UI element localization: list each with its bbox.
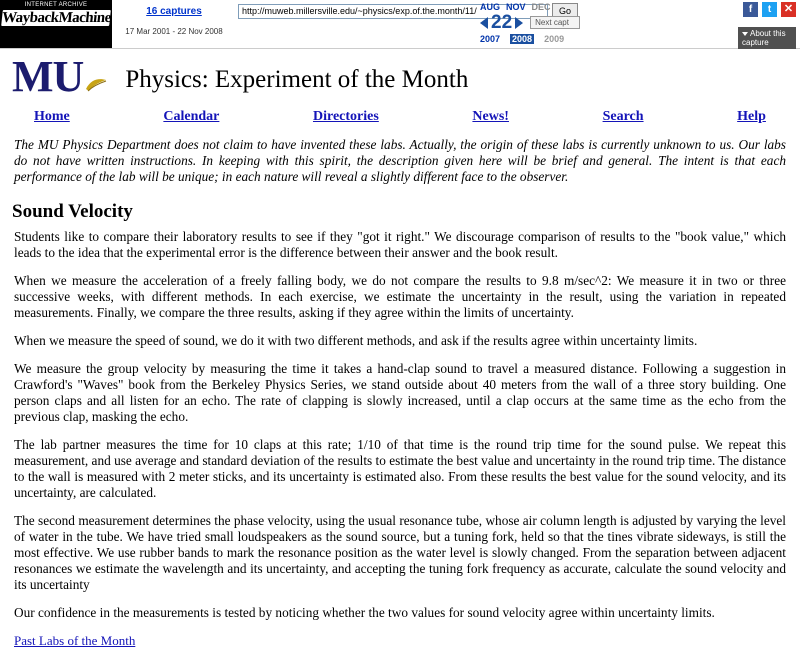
date-navigator — [480, 13, 680, 32]
about-this-capture-button[interactable] — [738, 27, 796, 49]
nav-item-calendar[interactable]: Calendar — [163, 109, 220, 124]
nav-item-search[interactable]: Search — [602, 109, 644, 124]
next-capture-arrow-icon[interactable] — [515, 17, 523, 29]
next-capture-button[interactable]: Next capt — [530, 16, 580, 29]
go-button[interactable]: Go — [552, 3, 578, 19]
facebook-icon[interactable]: f — [743, 2, 758, 17]
capture-day: 22 — [491, 12, 513, 33]
month-nov[interactable]: NOV — [506, 2, 526, 12]
marauder-swoosh-icon — [85, 57, 107, 73]
internet-archive-label: INTERNET ARCHIVE — [24, 2, 88, 8]
paragraph-5: The lab partner measures the time for 10 claps at this rate; 1/10 of that time is the round trip time for the sound pulse. We repeat this measurement, and use average and standard deviation of the results to estimate the best value and uncertainty in the round trip time. The distance to the wall is measured with 2 meter sticks, and its uncertainty is estimated also. From these results the best value for the sound velocity, and its uncertainty, are calculated. — [14, 437, 786, 500]
disclaimer-text: The MU Physics Department does not claim to have invented these labs. Actually, the origin of these labs is currently unknown to us. Our labs do not have written instructions. In keeping with this spirit, the description given here will be brief and general. The intent is that each performance of the lab will be unique; in each nature will reveal a slightly different face to the observer. — [14, 137, 786, 184]
month-aug[interactable]: AUG — [480, 2, 500, 12]
masthead — [10, 52, 790, 101]
paragraph-3: When we measure the speed of sound, we do it with two different methods, and ask if the results agree within uncertainty limits. — [14, 333, 698, 348]
paragraph-7: Our confidence in the measurements is tested by noticing whether the two values for sound velocity agree within uncertainty limits. — [14, 605, 715, 620]
page-title: Physics: Experiment of the Month — [125, 66, 469, 93]
past-labs-row — [14, 633, 786, 649]
paragraph-2: When we measure the acceleration of a freely falling body, we do not compare the results to 9.8 m/sec^2: We measure it in two or three successive weeks, with different methods. In each exercise, we estimate the uncertainty in the result, using the variation in repeated measurements. Finally, we compare the three results, asking if they agree within the limits of uncertainty. — [14, 273, 786, 320]
page-content — [0, 49, 800, 649]
past-labs-link[interactable]: Past Labs of the Month — [14, 633, 136, 648]
section-heading: Sound Velocity — [12, 201, 133, 222]
previous-capture-arrow-icon[interactable] — [480, 17, 488, 29]
mu-logo — [12, 52, 107, 101]
nav-item-help[interactable]: Help — [737, 109, 766, 124]
site-navigation — [10, 99, 790, 125]
wayback-logo-block[interactable] — [0, 0, 112, 48]
nav-item-directories[interactable]: Directories — [312, 109, 379, 124]
year-selector[interactable] — [480, 34, 680, 44]
wayback-timeline — [480, 0, 680, 48]
twitter-icon[interactable]: t — [762, 2, 777, 17]
chevron-down-icon — [742, 32, 748, 36]
nav-item-home[interactable]: Home — [34, 109, 70, 124]
year-2009[interactable]: 2009 — [544, 34, 565, 44]
wayback-machine-logo: WaybackMachine — [1, 10, 112, 26]
social-buttons — [743, 2, 796, 17]
year-2007[interactable]: 2007 — [480, 34, 501, 44]
month-dec[interactable]: DEC — [531, 2, 551, 12]
mu-logo-text: MU — [12, 52, 84, 101]
nav-item-news[interactable]: News! — [472, 109, 509, 124]
about-this-capture-label: About this capture — [742, 29, 786, 47]
close-icon[interactable]: ✕ — [781, 2, 796, 17]
captures-block — [112, 0, 232, 48]
paragraph-4: We measure the group velocity by measuring the time it takes a hand-clap sound to travel a measured distance. Following a suggestion in Crawford's "Waves" book from the Berkeley Physics Series, we stand outside about 40 meters from the wall of a three story building. One person claps and all listen for an echo. The rate of clapping is slowly increased, until a clap occurs at the same time as the echo from the previous clap, masking the echo. — [14, 361, 786, 424]
year-2008[interactable]: 2008 — [512, 34, 533, 44]
month-selector[interactable] — [480, 0, 680, 12]
captures-count-link[interactable]: 16 captures — [146, 6, 202, 17]
paragraph-1: Students like to compare their laboratory results to see if they "got it right." We discourage comparison of results to the "book value," which leads to the idea that the experimental error is the difference between their answer and the book result. — [14, 229, 786, 260]
paragraph-6: The second measurement determines the phase velocity, using the usual resonance tube, whose air column length is adjusted by varying the level of water in the tube. We have tried small loudspeakers as the sound source, but a tuning fork, held so that the tines vibrate sideways, is still the most effective. We use rubber bands to mark the resonance position as the water level is slowly changed. From the separation between adjacent resonances we estimate the wavelength and its uncertainty, and accepting the tuning fork frequency as accurate, calculate the sound velocity and its uncertainty — [14, 513, 786, 592]
capture-date-range: 17 Mar 2001 - 22 Nov 2008 — [125, 27, 223, 36]
wayback-toolbar — [0, 0, 800, 49]
